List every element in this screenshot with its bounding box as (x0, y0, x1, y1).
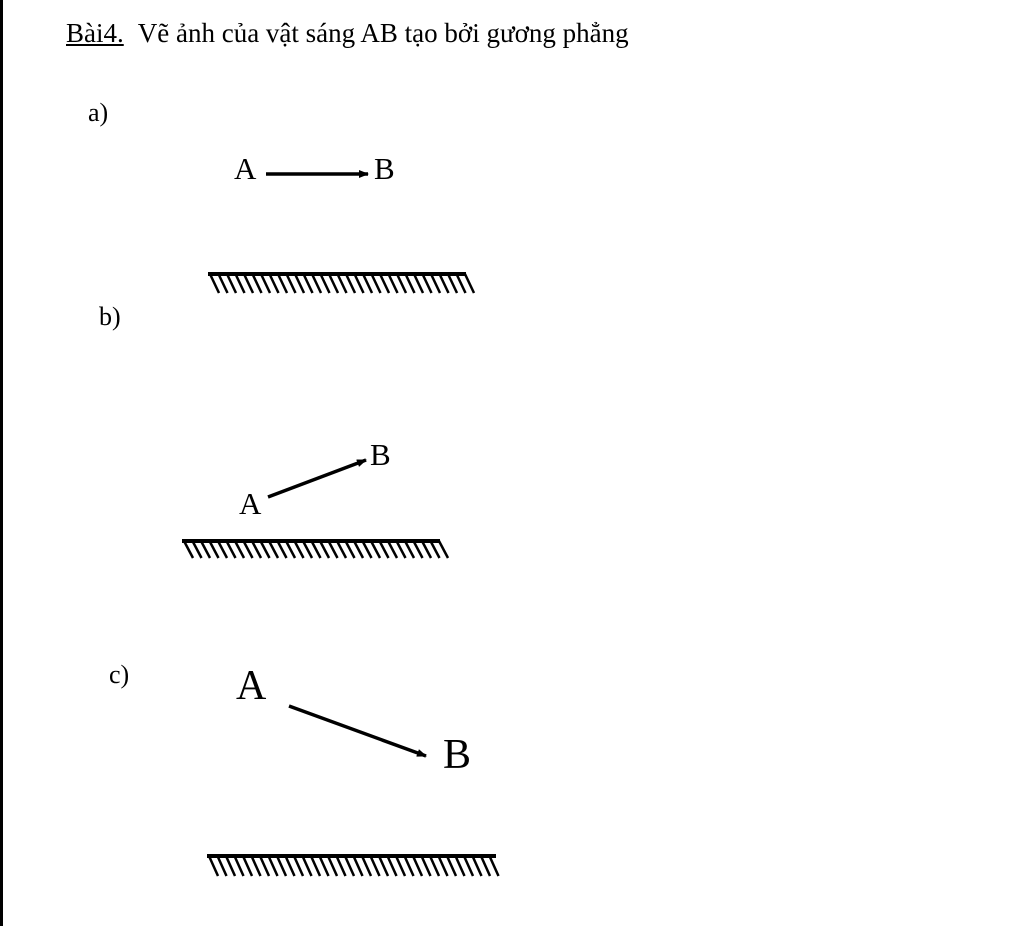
mirror-hatch-mark (439, 541, 448, 558)
mirror-hatch-mark (380, 274, 389, 293)
mirror-hatch-mark (210, 274, 219, 293)
mirror-hatch-mark (422, 541, 431, 558)
part-b-label: b) (99, 302, 121, 331)
mirror-hatch-mark (193, 541, 202, 558)
mirror-hatch-mark (312, 541, 321, 558)
mirror-hatch-mark (210, 541, 219, 558)
mirror-hatch-mark (431, 274, 440, 293)
mirror-hatch-mark (226, 856, 235, 876)
part-a-mirror (208, 274, 474, 293)
mirror-hatch-mark (430, 856, 439, 876)
exercise-number: Bài4. (66, 18, 124, 48)
mirror-hatch-mark (397, 274, 406, 293)
mirror-hatch-mark (406, 274, 415, 293)
mirror-hatch-mark (456, 856, 465, 876)
mirror-hatch-mark (278, 274, 287, 293)
mirror-hatch-mark (354, 541, 363, 558)
mirror-hatch-mark (337, 541, 346, 558)
mirror-hatch-mark (244, 274, 253, 293)
mirror-hatch-mark (363, 274, 372, 293)
mirror-hatch-mark (465, 274, 474, 293)
mirror-hatch-mark (346, 541, 355, 558)
mirror-hatch-mark (252, 856, 261, 876)
part-b-mirror (182, 541, 448, 558)
mirror-hatch-mark (261, 541, 270, 558)
mirror-hatch-mark (490, 856, 499, 876)
mirror-hatch-mark (448, 274, 457, 293)
mirror-hatch-mark (439, 856, 448, 876)
mirror-hatch-mark (235, 541, 244, 558)
mirror-hatch-mark (269, 856, 278, 876)
mirror-hatch-mark (388, 541, 397, 558)
mirror-hatch-mark (219, 274, 228, 293)
mirror-hatch-mark (227, 274, 236, 293)
mirror-hatch-mark (270, 274, 279, 293)
mirror-hatch-mark (414, 274, 423, 293)
part-c-point-b: B (443, 732, 472, 778)
mirror-hatch-mark (303, 856, 312, 876)
mirror-hatch-mark (464, 856, 473, 876)
mirror-hatch-mark (423, 274, 432, 293)
mirror-hatch-mark (253, 274, 262, 293)
mirror-hatch-mark (261, 274, 270, 293)
mirror-hatch-mark (328, 856, 337, 876)
mirror-hatch-mark (304, 274, 313, 293)
mirror-hatch-mark (235, 856, 244, 876)
mirror-hatch-mark (184, 541, 193, 558)
mirror-hatch-mark (287, 274, 296, 293)
mirror-hatch-mark (329, 274, 338, 293)
mirror-hatch-mark (294, 856, 303, 876)
mirror-hatch-mark (218, 856, 227, 876)
mirror-hatch-mark (372, 274, 381, 293)
mirror-hatch-mark (295, 274, 304, 293)
mirror-hatch-mark (414, 541, 423, 558)
mirror-hatch-mark (371, 541, 380, 558)
mirror-hatch-mark (218, 541, 227, 558)
mirror-hatch-mark (243, 856, 252, 876)
mirror-hatch-mark (447, 856, 456, 876)
mirror-hatch-mark (379, 856, 388, 876)
mirror-hatch-mark (363, 541, 372, 558)
mirror-hatch-mark (431, 541, 440, 558)
part-b-point-b: B (370, 437, 391, 472)
mirror-hatch-mark (227, 541, 236, 558)
mirror-hatch-mark (295, 541, 304, 558)
part-c-point-a: A (236, 663, 267, 709)
mirror-hatch-mark (286, 856, 295, 876)
mirror-hatch-mark (389, 274, 398, 293)
mirror-hatch-mark (320, 856, 329, 876)
mirror-hatch-mark (396, 856, 405, 876)
part-c-mirror (207, 856, 499, 876)
mirror-hatch-mark (422, 856, 431, 876)
mirror-hatch-mark (405, 541, 414, 558)
mirror-hatch-mark (405, 856, 414, 876)
mirror-hatch-mark (481, 856, 490, 876)
mirror-hatch-mark (209, 856, 218, 876)
part-c-object-arrow (289, 706, 426, 756)
mirror-hatch-mark (252, 541, 261, 558)
mirror-hatch-mark (346, 274, 355, 293)
mirror-hatch-mark (355, 274, 364, 293)
exercise-instruction: Vẽ ảnh của vật sáng AB tạo bởi gương phẳng (137, 18, 629, 48)
mirror-hatch-mark (380, 541, 389, 558)
part-a-point-b: B (374, 151, 395, 186)
part-b-point-a: A (239, 486, 262, 521)
mirror-hatch-mark (303, 541, 312, 558)
mirror-hatch-mark (354, 856, 363, 876)
mirror-hatch-mark (457, 274, 466, 293)
mirror-hatch-mark (329, 541, 338, 558)
mirror-hatch-mark (371, 856, 380, 876)
part-c-label: c) (109, 660, 130, 689)
mirror-hatch-mark (260, 856, 269, 876)
mirror-hatch-mark (277, 856, 286, 876)
mirror-hatch-mark (338, 274, 347, 293)
mirror-hatch-mark (473, 856, 482, 876)
part-a-point-a: A (234, 151, 257, 186)
mirror-hatch-mark (345, 856, 354, 876)
mirror-hatch-mark (312, 274, 321, 293)
mirror-hatch-mark (320, 541, 329, 558)
mirror-hatch-mark (286, 541, 295, 558)
mirror-hatch-mark (337, 856, 346, 876)
mirror-hatch-mark (244, 541, 253, 558)
mirror-hatch-mark (269, 541, 278, 558)
mirror-hatch-mark (388, 856, 397, 876)
mirror-hatch-mark (201, 541, 210, 558)
mirror-hatch-mark (311, 856, 320, 876)
mirror-hatch-mark (278, 541, 287, 558)
part-a-label: a) (88, 98, 109, 127)
part-b-object-arrow (268, 460, 366, 497)
mirror-hatch-mark (397, 541, 406, 558)
mirror-hatch-mark (440, 274, 449, 293)
mirror-hatch-mark (321, 274, 330, 293)
mirror-hatch-mark (362, 856, 371, 876)
mirror-hatch-mark (236, 274, 245, 293)
mirror-hatch-mark (413, 856, 422, 876)
